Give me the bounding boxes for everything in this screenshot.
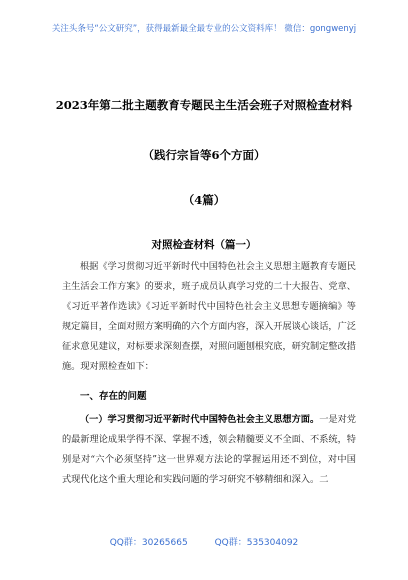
document-count: （4篇）	[182, 193, 226, 207]
footer-qq-group-2: QQ群：535304092	[214, 538, 299, 548]
section-title: 对照检查材料（篇一）	[151, 239, 257, 251]
problem-paragraph-text: 一是对党的最新理论成果学得不深、掌握不透，领会精髓要义不全面、不系统，特别是对“六个必须坚持”这一世界观方法论的掌握运用还不到位，对中国式现代化这个重大理论和实践问题的学习研究不够精细和深入。二	[62, 414, 357, 485]
header-note: 关注头条号“公文研究”，获得最新最全最专业的公文资料库！ 微信：gongwenyj	[51, 24, 357, 34]
heading-existing-problems: 一、存在的问题	[80, 391, 147, 402]
problem-paragraph-heading: （一）学习贯彻习近平新时代中国特色社会主义思想方面。	[79, 414, 320, 425]
footer-contact	[0, 535, 408, 548]
document-subtitle: （践行宗旨等6个方面）	[142, 148, 266, 162]
intro-paragraph: 根据《学习贯彻习近平新时代中国特色社会主义思想主题教育专题民主生活会工作方案》的要求，班子成员认真学习党的二十大报告、党章、《习近平著作选读》《习近平新时代中国特色社会主义思想专题摘编》等规定篇目，全面对照方案明确的六个方面内容，深入开展谈心谈话，广泛征求意见建议，对标要求深刻查摆，对照问题刨根究底，研究制定整改措施。现对照检查如下：	[62, 261, 356, 372]
footer-qq-group-1: QQ群：30265665	[109, 538, 188, 548]
problem-paragraph-1	[62, 410, 356, 490]
document-title: 2023年第二批主题教育专题民主生活会班子对照检查材料	[55, 98, 353, 112]
